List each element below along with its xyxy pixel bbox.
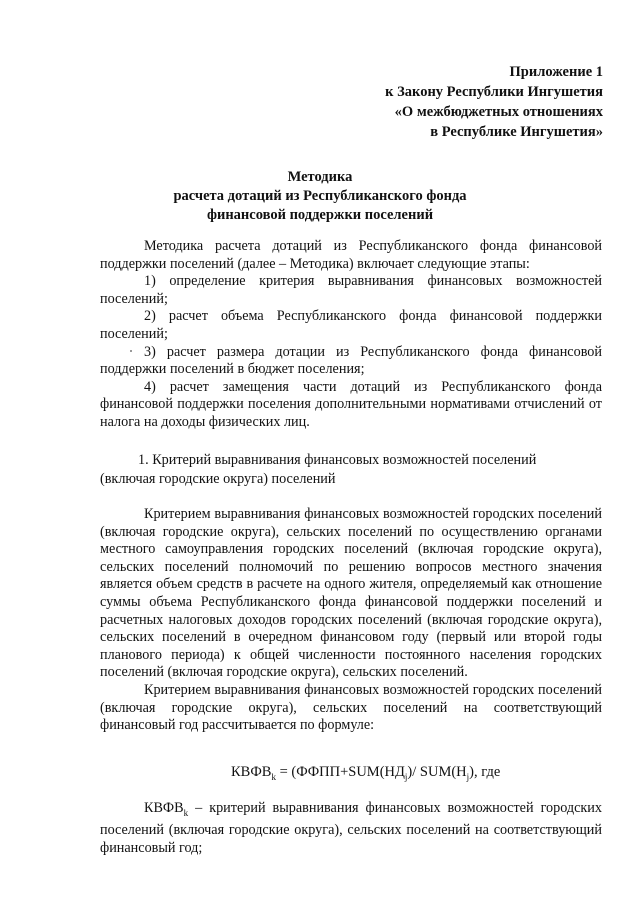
stage-2: 2) расчет объема Республиканского фонда финансовой поддержки поселений; (100, 308, 602, 342)
formula-kvfv: КВФВ (231, 764, 272, 780)
formula-div-part: )/ SUM(Н (407, 764, 467, 780)
section-heading-line-2: (включая городские округа) поселений (100, 471, 336, 487)
appendix-line-1: Приложение 1 (509, 64, 603, 80)
appendix-line-2: к Закону Республики Ингушетия (385, 84, 603, 100)
intro-paragraph: Методика расчета дотаций из Республиканского фонда финансовой поддержки поселений (далее – Методика) включает следующие этапы: (100, 238, 602, 272)
formula-tail: ), где (469, 764, 501, 780)
appendix-line-4: в Республике Ингушетия» (430, 124, 603, 140)
criterion-block (100, 506, 602, 735)
formula (231, 764, 500, 782)
title-line-3: финансовой поддержки поселений (206, 207, 434, 223)
section-heading-line-1: 1. Критерий выравнивания финансовых возможностей поселений (138, 452, 537, 468)
formula-sub-j1: j (404, 771, 408, 782)
definition-paragraph (100, 800, 602, 858)
document-title (0, 168, 640, 225)
stage-1: 1) определение критерия выравнивания финансовых возможностей поселений; (100, 273, 602, 307)
stage-3: 3) расчет размера дотации из Республиканского фонда финансовой поддержки поселений в бюджет поселения; (100, 343, 602, 378)
definition-block (100, 800, 602, 858)
formula-sub-k: k (271, 771, 276, 782)
scan-speck (130, 350, 132, 352)
title-line-1: Методика (287, 169, 353, 185)
stage-4: 4) расчет замещения части дотаций из Республиканского фонда финансовой поддержки поселения дополнительными нормативами отчислений от налога на доходы физических лиц. (100, 378, 602, 430)
definition-sub-k: k (183, 807, 189, 818)
intro-block (100, 238, 602, 432)
title-line-2: расчета дотаций из Республиканского фонда (173, 188, 467, 204)
formula-eq-part: = (ФФПП+SUM(НД (275, 764, 405, 780)
formula-sub-j2: j (466, 771, 470, 782)
criterion-paragraph-2: Критерием выравнивания финансовых возможностей городских поселений (включая городские округа), сельских поселений на соответствующий финансовый год рассчитывается по формуле: (100, 681, 602, 734)
appendix-line-3: «О межбюджетных отношениях (394, 104, 603, 120)
criterion-paragraph-1: Критерием выравнивания финансовых возможностей городских поселений (включая городские округа), сельских поселений по осуществлению органами местного самоуправления городских поселений (включая городские округа), сельских поселений полномочий по решению вопросов местного значения является объем средств в расчете на одного жителя, определяемый как отношение суммы объема Республиканского фонда финансовой поддержки поселений и расчетных налоговых доходов городских поселений (включая городские округа), сельских поселений в очередном финансовом году (первый или второй годы планового периода) к общей численности постоянного населения городских поселений (включая городские округа), сельских поселений. (100, 506, 602, 681)
definition-text: – критерий выравнивания финансовых возможностей городских поселений (включая городские округа), сельских поселений на соответствующий финансовый год; (100, 800, 602, 857)
appendix-header (385, 62, 603, 142)
section-1-heading (100, 451, 600, 489)
definition-term: КВФВ (144, 800, 184, 816)
